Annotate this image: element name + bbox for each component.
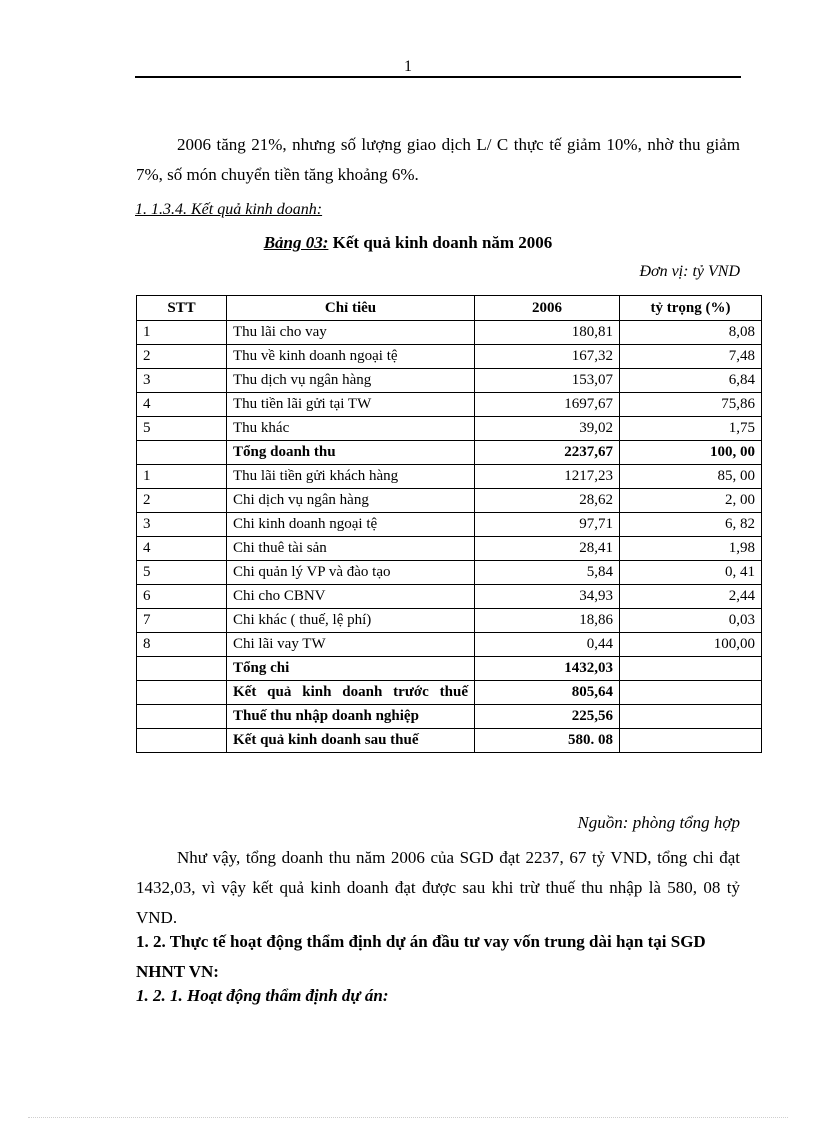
table-row	[137, 513, 762, 537]
cell-stt: 2	[137, 345, 227, 369]
cell-share: 0,03	[620, 609, 762, 633]
unit-note: Đơn vị: tỷ VND	[639, 263, 740, 280]
cell-value: 5,84	[475, 561, 620, 585]
table-title-text: Kết quả kinh doanh năm 2006	[328, 233, 553, 252]
cell-stt: 7	[137, 609, 227, 633]
table-row	[137, 345, 762, 369]
cell-share: 85, 00	[620, 465, 762, 489]
cell-stt	[137, 681, 227, 705]
section-heading: 1. 1.3.4. Kết quả kinh doanh:	[135, 201, 323, 218]
cell-item: Thu tiền lãi gửi tại TW	[227, 393, 475, 417]
cell-item: Chi khác ( thuế, lệ phí)	[227, 609, 475, 633]
paragraph-summary: Như vậy, tổng doanh thu năm 2006 của SGD đạt 2237, 67 tỷ VND, tổng chi đạt 1432,03, vì vậy kết quả kinh doanh đạt được sau khi trừ thuế thu nhập là 580, 08 tỷ VND.	[136, 848, 740, 927]
cell-item: Chi kinh doanh ngoại tệ	[227, 513, 475, 537]
table-row	[137, 561, 762, 585]
table-row	[137, 681, 762, 705]
cell-stt	[137, 657, 227, 681]
cell-share: 0, 41	[620, 561, 762, 585]
col-header-year: 2006	[475, 296, 620, 321]
cell-share	[620, 681, 762, 705]
table-row	[137, 417, 762, 441]
table-row	[137, 609, 762, 633]
cell-item: Chi dịch vụ ngân hàng	[227, 489, 475, 513]
section-heading-1-2-1: 1. 2. 1. Hoạt động thẩm định dự án:	[136, 986, 389, 1005]
cell-value: 2237,67	[475, 441, 620, 465]
cell-stt: 3	[137, 513, 227, 537]
cell-value: 1217,23	[475, 465, 620, 489]
table-title-label: Bảng 03:	[263, 233, 329, 252]
cell-item: Thu khác	[227, 417, 475, 441]
cell-stt	[137, 441, 227, 465]
header-rule	[135, 76, 741, 78]
cell-item: Kết quả kinh doanh trước thuế	[227, 681, 475, 705]
col-header-item: Chỉ tiêu	[227, 296, 475, 321]
footer-divider	[28, 1117, 788, 1118]
cell-share: 100,00	[620, 633, 762, 657]
cell-item: Thu lãi tiền gửi khách hàng	[227, 465, 475, 489]
cell-item: Thu dịch vụ ngân hàng	[227, 369, 475, 393]
cell-share: 7,48	[620, 345, 762, 369]
table-row	[137, 321, 762, 345]
cell-value: 18,86	[475, 609, 620, 633]
table-row	[137, 489, 762, 513]
cell-value: 1697,67	[475, 393, 620, 417]
cell-share	[620, 705, 762, 729]
cell-stt: 3	[137, 369, 227, 393]
table-row	[137, 633, 762, 657]
cell-item: Thu lãi cho vay	[227, 321, 475, 345]
cell-share: 8,08	[620, 321, 762, 345]
cell-share: 100, 00	[620, 441, 762, 465]
cell-stt: 1	[137, 321, 227, 345]
cell-stt: 5	[137, 561, 227, 585]
page-number: 1	[404, 58, 412, 75]
table-title	[0, 233, 816, 253]
cell-value: 153,07	[475, 369, 620, 393]
cell-stt	[137, 705, 227, 729]
cell-share: 6, 82	[620, 513, 762, 537]
table-row	[137, 465, 762, 489]
business-results-table	[136, 295, 762, 753]
cell-share: 75,86	[620, 393, 762, 417]
cell-share: 2,44	[620, 585, 762, 609]
cell-share	[620, 729, 762, 753]
cell-value: 34,93	[475, 585, 620, 609]
table-row	[137, 537, 762, 561]
table-header-row	[137, 296, 762, 321]
cell-item: Chi lãi vay TW	[227, 633, 475, 657]
cell-stt: 4	[137, 537, 227, 561]
cell-stt	[137, 729, 227, 753]
col-header-share: tỷ trọng (%)	[620, 296, 762, 321]
cell-value: 167,32	[475, 345, 620, 369]
cell-stt: 1	[137, 465, 227, 489]
cell-stt: 5	[137, 417, 227, 441]
cell-item: Chi thuê tài sản	[227, 537, 475, 561]
cell-value: 0,44	[475, 633, 620, 657]
paragraph-intro: 2006 tăng 21%, nhưng số lượng giao dịch L/ C thực tế giảm 10%, nhờ thu giảm 7%, số món chuyển tiền tăng khoảng 6%.	[136, 135, 740, 184]
cell-stt: 6	[137, 585, 227, 609]
cell-item: Tổng doanh thu	[227, 441, 475, 465]
cell-item: Thu về kinh doanh ngoại tệ	[227, 345, 475, 369]
cell-share: 1,75	[620, 417, 762, 441]
cell-stt: 4	[137, 393, 227, 417]
cell-value: 28,41	[475, 537, 620, 561]
cell-stt: 2	[137, 489, 227, 513]
cell-share: 6,84	[620, 369, 762, 393]
cell-value: 805,64	[475, 681, 620, 705]
cell-item: Chi cho CBNV	[227, 585, 475, 609]
table-row	[137, 657, 762, 681]
table-row	[137, 369, 762, 393]
section-heading-1-2: 1. 2. Thực tế hoạt động thẩm định dự án đầu tư vay vốn trung dài hạn tại SGD NHNT VN:	[136, 932, 706, 981]
source-note: Nguồn: phòng tổng hợp	[577, 813, 740, 832]
table-row	[137, 585, 762, 609]
cell-value: 39,02	[475, 417, 620, 441]
table-body	[137, 321, 762, 753]
cell-value: 28,62	[475, 489, 620, 513]
cell-share: 2, 00	[620, 489, 762, 513]
cell-item: Tổng chi	[227, 657, 475, 681]
table-row	[137, 729, 762, 753]
table-row	[137, 393, 762, 417]
table-row	[137, 705, 762, 729]
cell-share	[620, 657, 762, 681]
col-header-stt: STT	[137, 296, 227, 321]
cell-stt: 8	[137, 633, 227, 657]
cell-item: Thuế thu nhập doanh nghiệp	[227, 705, 475, 729]
cell-value: 580. 08	[475, 729, 620, 753]
table-row	[137, 441, 762, 465]
cell-value: 225,56	[475, 705, 620, 729]
cell-value: 97,71	[475, 513, 620, 537]
cell-item: Chi quản lý VP và đào tạo	[227, 561, 475, 585]
cell-share: 1,98	[620, 537, 762, 561]
cell-value: 180,81	[475, 321, 620, 345]
cell-item: Kết quả kinh doanh sau thuế	[227, 729, 475, 753]
cell-value: 1432,03	[475, 657, 620, 681]
